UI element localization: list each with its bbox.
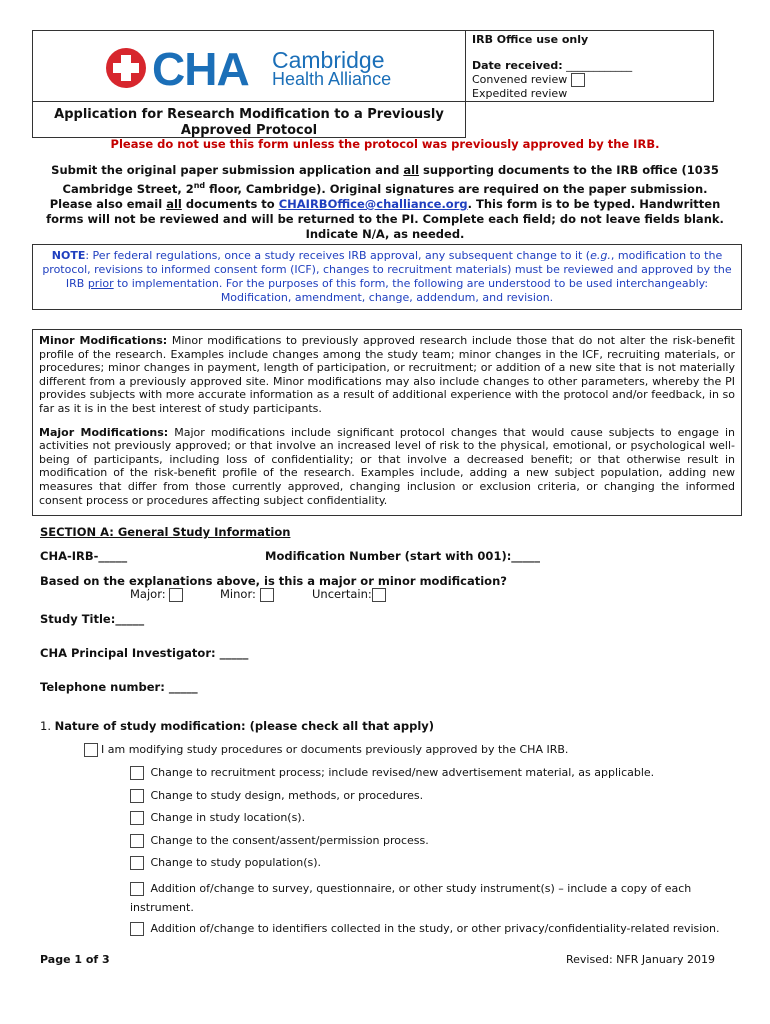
date-received-line: ____________: [566, 59, 633, 72]
major-checkbox[interactable]: [169, 588, 183, 602]
instructions-all2: all: [166, 196, 182, 211]
principal-investigator-field[interactable]: CHA Principal Investigator: _____: [40, 646, 249, 660]
minor-modifications-paragraph: [39, 334, 735, 416]
major-minor-question: Based on the explanations above, is this a major or minor modification?: [40, 574, 507, 588]
sub-option-2-label: Change to study design, methods, or procedures.: [150, 789, 424, 802]
sub-option-2: [130, 789, 423, 803]
page-number: Page 1 of 3: [40, 953, 110, 966]
sub-option-1: [130, 766, 654, 780]
major-text: Major modifications include significant protocol changes that would cause subjects to engage in activities not previously approved; or that involve an increased level of risk to the physical, emotional, or psychological well-being of participants, including loss of confidentiality; or that involve a decreased benefit; or that otherwise result in modification of the risk-benefit profile of the research. Examples include, adding a new subject population, adding new measures that differ from those currently approved, changing inclusion or exclusion criteria, or changing the informed consent process or procedures affecting subject confidentiality.: [39, 425, 736, 507]
sub-option-3-checkbox[interactable]: [130, 811, 144, 825]
red-cross-icon: [106, 48, 146, 88]
note-text1: : Per federal regulations, once a study receives IRB approval, any subsequent change to it (: [85, 249, 591, 262]
convened-review-label: Convened review: [472, 73, 568, 86]
modification-number-field[interactable]: Modification Number (start with 001):_____: [265, 549, 541, 563]
sub-option-1-checkbox[interactable]: [130, 766, 144, 780]
question-1: [40, 719, 434, 733]
convened-review-checkbox[interactable]: [571, 73, 585, 87]
modification-definitions-box: [32, 329, 742, 516]
note-text2: , modification to the protocol, revisions to informed consent form (ICF), changes to recruitment materials) must be reviewed and approved by the IRB: [42, 249, 732, 290]
note-text3: to implementation. For the purposes of this form, the following are understood to be used interchangeably: Modification, amendment, change, addendum, and revision.: [113, 277, 709, 304]
sub-option-6: [130, 879, 740, 899]
sub-option-7-checkbox[interactable]: [130, 922, 144, 936]
major-label-text: Major:: [130, 587, 166, 601]
study-title-field[interactable]: Study Title:_____: [40, 612, 145, 626]
minor-label-text: Minor:: [220, 587, 256, 601]
sub-option-5-label: Change to study population(s).: [150, 856, 321, 869]
uncertain-label-text: Uncertain:: [312, 587, 372, 601]
instructions-sup: nd: [193, 181, 206, 190]
uncertain-option: [312, 587, 389, 602]
main-modification-label: I am modifying study procedures or documents previously approved by the CHA IRB.: [101, 743, 569, 756]
instructions: [40, 163, 730, 242]
sub-option-5-checkbox[interactable]: [130, 856, 144, 870]
note-eg: e.g.: [590, 249, 611, 262]
cha-irb-field[interactable]: CHA-IRB-_____: [40, 549, 128, 563]
sub-option-5: [130, 856, 321, 870]
irb-box-title: IRB Office use only: [472, 33, 589, 46]
date-received-label: Date received:: [472, 59, 563, 72]
logo-line1: Cambridge: [272, 47, 385, 73]
instructions-part4: documents to: [181, 196, 279, 211]
instructions-all1: all: [403, 163, 420, 177]
sub-option-7-label: Addition of/change to identifiers collected in the study, or other privacy/confidentiality-related revision.: [150, 922, 720, 935]
sub-option-3: [130, 811, 305, 825]
instructions-part3: floor, Cambridge). Original signatures are required on the paper submission. Please also email: [49, 181, 708, 211]
logo-line2: Health Alliance: [272, 69, 392, 89]
minor-checkbox[interactable]: [260, 588, 274, 602]
major-option: [130, 587, 186, 602]
sub-option-4-label: Change to the consent/assent/permission process.: [150, 834, 429, 847]
warning-text: Please do not use this form unless the protocol was previously approved by the IRB.: [110, 137, 660, 151]
uncertain-checkbox[interactable]: [372, 588, 386, 602]
minor-label: Minor Modifications:: [39, 334, 168, 347]
sub-option-6-checkbox[interactable]: [130, 882, 144, 896]
main-modification-option: [84, 743, 568, 757]
note-prior: prior: [87, 277, 114, 290]
revision-note: Revised: NFR January 2019: [566, 953, 716, 966]
instructions-part5: . This form is to be typed. Handwritten forms will not be reviewed and will be returned to the PI. Complete each field; do not leave fields blank. Indicate N/A, as needed.: [46, 196, 724, 241]
expedited-review-label: Expedited review: [472, 87, 568, 100]
question-1-number: 1.: [40, 719, 51, 733]
form-title: Application for Research Modification to a Previously Approved Protocol: [32, 102, 466, 138]
major-modifications-paragraph: [39, 426, 735, 508]
note-label: NOTE: [51, 249, 86, 262]
sub-option-4: [130, 834, 429, 848]
question-1-label: Nature of study modification: (please check all that apply): [54, 719, 435, 733]
sub-option-2-checkbox[interactable]: [130, 789, 144, 803]
instructions-part2: supporting documents to the IRB office (1035 Cambridge Street, 2: [62, 163, 719, 196]
sub-option-3-label: Change in study location(s).: [150, 811, 306, 824]
sub-option-6-continued: instrument.: [130, 901, 194, 914]
sub-option-6-label: Addition of/change to survey, questionnaire, or other study instrument(s) – include a copy of each: [150, 882, 692, 895]
sub-option-1-label: Change to recruitment process; include revised/new advertisement material, as applicable.: [150, 766, 655, 779]
major-label: Major Modifications:: [39, 425, 169, 439]
irb-office-box: [466, 30, 714, 102]
instructions-part1: Submit the original paper submission application and: [51, 163, 404, 177]
minor-option: [220, 587, 277, 602]
main-modification-checkbox[interactable]: [84, 743, 98, 757]
sub-option-7: [130, 922, 720, 936]
note-box: [32, 244, 742, 310]
irb-email-link[interactable]: CHAIRBOffice@challiance.org: [278, 196, 468, 211]
logo-letters: CHA: [152, 43, 249, 95]
telephone-field[interactable]: Telephone number: _____: [40, 680, 198, 694]
sub-option-4-checkbox[interactable]: [130, 834, 144, 848]
section-a-heading: SECTION A: General Study Information: [40, 525, 291, 539]
minor-text: Minor modifications to previously approved research include those that do not alter the risk-benefit profile of the research. Examples include changes among the study team; minor changes in the ICF, recruiting materials, or procedures; minor changes in payment, length of participation, or recruitment; or addition of a new site that is not materially different from a previously approved site. Minor modifications may also include changes to other parameters, whereby the PI provides subjects with more accurate information as a result of additional experience with the protocol and/or feedback, in so far as it is in the best interest of study participants.: [39, 334, 735, 415]
cha-logo: [106, 43, 396, 95]
